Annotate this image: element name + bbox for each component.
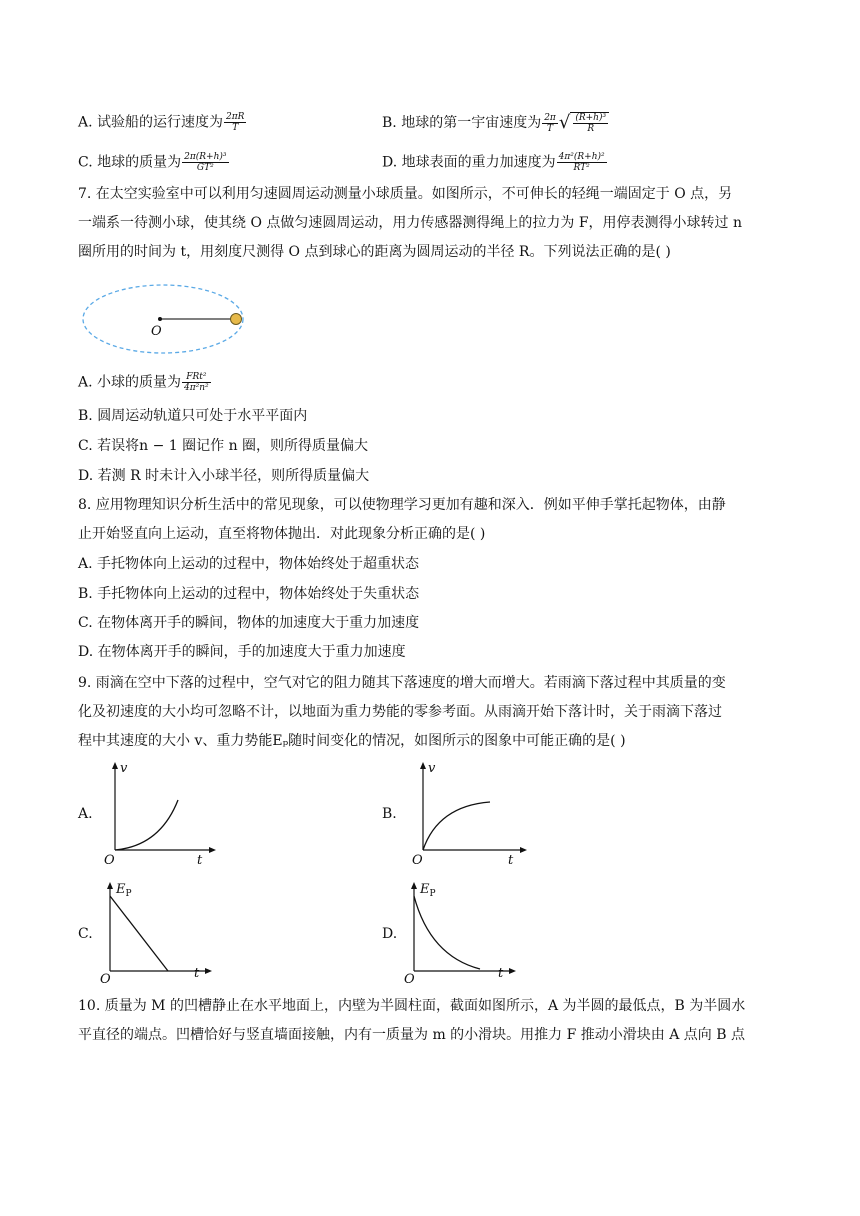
x-axis-arrow [209,847,216,853]
q6-option-b-text: B. 地球的第一宇宙速度为 [382,115,542,131]
axis-label-t: t [194,966,200,981]
fraction-numerator: (R+h)³ [575,113,607,123]
q6-option-b-radicand [570,112,609,134]
ep-curve [414,896,480,969]
fraction-numerator: FRt² [182,372,211,383]
fraction-denominator: R [587,124,595,134]
q9-option-b-label: B. [382,806,397,822]
q6-option-d-text: D. 地球表面的重力加速度为 [382,154,556,171]
q6-option-b-fraction [542,113,558,134]
q7-circular-motion-figure [78,280,268,360]
q6-option-a-text: A. 试验船的运行速度为 [78,114,224,131]
q10-stem-line-1: 10. 质量为 M 的凹槽静止在水平地面上，内壁为半圆柱面，截面如图所示，A 为半圆的最低点，B 为半圆水 [78,998,746,1014]
q8-option-c: C. 在物体离开手的瞬间，物体的加速度大于重力加速度 [78,615,420,631]
q9-option-a-label: A. [78,806,93,822]
fraction-numerator: 2πR [226,112,245,122]
axis-label-v: v [120,761,128,776]
axis-label-t: t [508,853,514,868]
axis-label-t: t [498,966,504,981]
q7-option-b: B. 圆周运动轨道只可处于水平平面内 [78,408,308,424]
q7-stem-line-1: 7. 在太空实验室中可以利用匀速圆周运动测量小球质量。如图所示，不可伸长的轻绳一端固定于 O 点，另 [78,186,733,202]
axis-label-Ep: $E_P$ [420,882,436,899]
fraction-numerator: 2π(R+h)³ [184,152,227,162]
q6-option-a [78,112,247,133]
fraction-denominator: 4π²n² [184,383,209,393]
fraction-denominator: T [232,123,239,133]
x-axis-arrow [205,968,212,974]
axis-label-O: O [100,972,111,986]
q6-option-a-fraction [224,112,246,133]
fraction-numerator: 4π²(R+h)² [558,152,605,162]
center-point-O [158,317,162,321]
x-axis-arrow [509,968,516,974]
q10-stem-line-2: 平直径的端点。凹槽恰好与竖直墙面接触，内有一质量为 m 的小滑块。用推力 F 推动小滑块由 A 点向 B 点 [78,1027,745,1043]
axis-label-O: O [404,972,415,986]
v-curve [115,800,178,850]
q6-option-c-fraction [182,152,228,173]
q8-stem-line-2: 止开始竖直向上运动，直至将物体抛出．对此现象分析正确的是( ) [78,526,486,542]
q6-option-c [78,152,230,173]
q8-option-b: B. 手托物体向上运动的过程中，物体始终处于失重状态 [78,586,420,602]
q7-stem-line-2: 一端系一待测小球，使其绕 O 点做匀速圆周运动，用力传感器测得绳上的拉力为 F，用停表测得小球转过 n [78,215,743,231]
axis-label-Ep: $E_P$ [116,882,132,899]
q9-graph-a [100,758,220,868]
ep-line [110,896,168,971]
axis-label-O: O [412,853,423,868]
q7-option-d: D. 若测 R 时未计入小球半径，则所得质量偏大 [78,468,370,484]
y-axis-arrow [420,762,426,769]
q8-option-d: D. 在物体离开手的瞬间，手的加速度大于重力加速度 [78,644,406,660]
q9-stem-line-3: 程中其速度的大小 v、重力势能Eₚ随时间变化的情况，如图所示的图象中可能正确的是( ) [78,733,626,749]
q7-option-a-fraction [182,372,211,393]
q9-graph-d [402,876,522,986]
x-axis-arrow [520,847,527,853]
sqrt-symbol: √ [558,112,571,133]
q6-option-d [382,152,608,173]
q9-option-c-label: C. [78,926,93,942]
fraction-denominator: T [547,123,554,134]
q7-option-a [78,372,212,393]
y-axis-arrow [107,882,113,889]
q9-stem-line-1: 9. 雨滴在空中下落的过程中，空气对它的阻力随其下落速度的增大而增大。若雨滴下落过程中其质量的变 [78,675,726,691]
fraction-denominator: RT² [573,163,590,173]
q6-option-b [382,112,609,134]
fraction-numerator: 2π [544,112,556,123]
q8-option-a: A. 手托物体向上运动的过程中，物体始终处于超重状态 [78,556,420,572]
y-axis-arrow [411,882,417,889]
q7-option-a-text: A. 小球的质量为 [78,374,182,391]
v-curve [423,802,490,850]
fraction-denominator: GT² [196,163,214,173]
q8-stem-line-1: 8. 应用物理知识分析生活中的常见现象，可以使物理学习更加有趣和深入．例如平伸手掌托起物体，由静 [78,497,726,513]
ball [231,314,242,325]
q9-graph-b [408,758,533,868]
q7-stem-line-3: 圈所用的时间为 t，用刻度尺测得 O 点到球心的距离为圆周运动的半径 R。下列说法正确的是( ) [78,244,671,260]
q6-option-d-fraction [557,152,607,173]
q7-option-c: C. 若误将n − 1 圈记作 n 圈，则所得质量偏大 [78,438,369,454]
axis-label-O: O [104,853,115,868]
q9-graph-c [98,876,218,986]
axis-label-t: t [197,853,203,868]
q9-stem-line-2: 化及初速度的大小均可忽略不计，以地面为重力势能的零参考面。从雨滴开始下落计时，关于雨滴下落过 [78,704,722,720]
q6-option-c-text: C. 地球的质量为 [78,154,182,171]
label-O: O [151,324,162,339]
axis-label-v: v [428,761,436,776]
q9-option-d-label: D. [382,926,398,942]
y-axis-arrow [112,762,118,769]
